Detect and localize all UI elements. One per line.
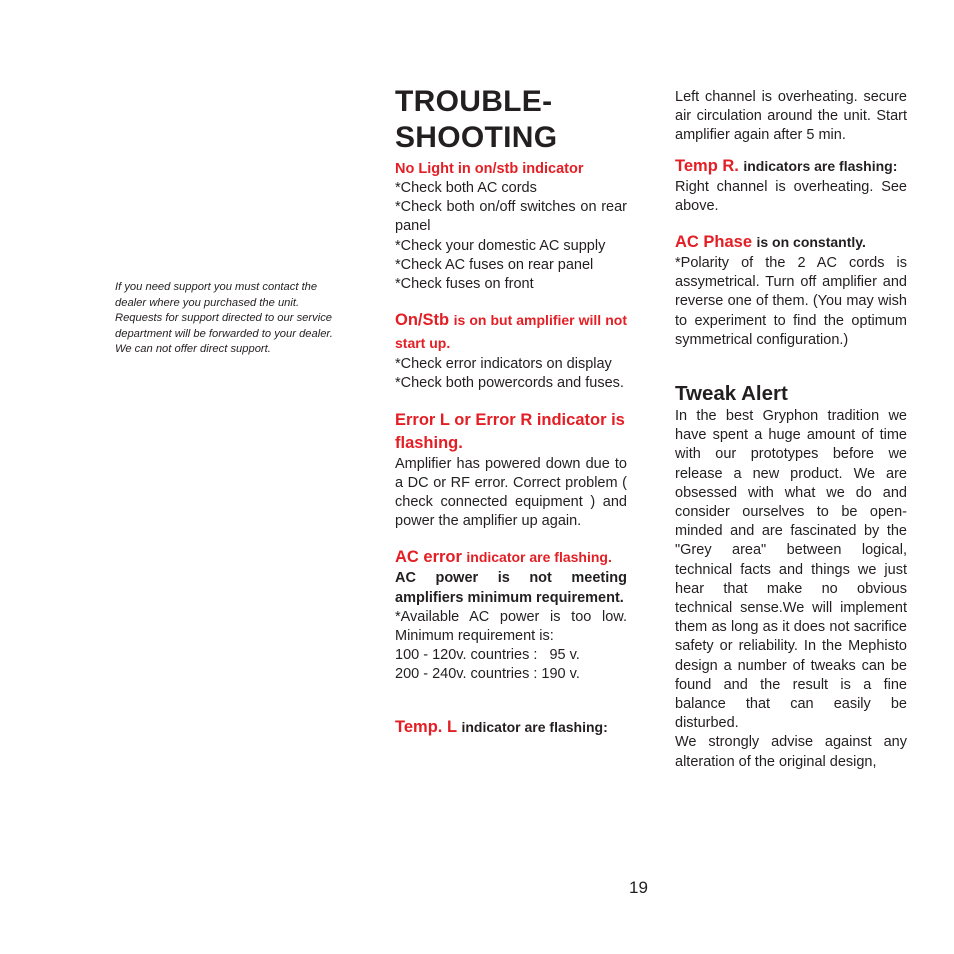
ac-error-heading-rest: indicator are flashing. bbox=[466, 549, 612, 566]
no-light-heading: No Light in on/stb indicator bbox=[395, 161, 584, 177]
temp-l-text: Left channel is overheating. secure air circulation around the unit. Start amplifier again after 5 min. bbox=[675, 89, 907, 144]
on-stb-heading bbox=[395, 309, 627, 355]
requirement-line: 200 - 240v. countries : 190 v. bbox=[395, 666, 580, 683]
temp-l-heading bbox=[395, 716, 627, 739]
temp-l-heading-main: Temp. L bbox=[395, 717, 458, 736]
support-note bbox=[115, 280, 345, 358]
support-note-line: If you need support you must contact the dealer where you purchased the unit. bbox=[115, 281, 318, 309]
ac-phase-heading-main: AC Phase bbox=[675, 233, 753, 252]
ac-error-heading-main: AC error bbox=[395, 548, 462, 567]
temp-r-heading-rest: indicators are flashing: bbox=[743, 157, 898, 174]
ac-error-heading bbox=[395, 546, 627, 569]
temp-r-heading bbox=[675, 155, 907, 178]
error-lr-heading: Error L or Error R indicator is flashing. bbox=[395, 410, 625, 452]
error-lr-text: Amplifier has powered down due to a DC or RF error. Correct problem ( check connected equipment ) and power the amplifier up again. bbox=[395, 455, 627, 530]
temp-r-text: Right channel is overheating. See above. bbox=[675, 178, 907, 214]
temp-r-heading-main: Temp R. bbox=[675, 156, 739, 175]
temp-l-heading-rest: indicator are flashing: bbox=[461, 718, 608, 735]
title-line-2: SHOOTING bbox=[395, 121, 558, 154]
ac-phase-heading-rest: is on constantly. bbox=[756, 234, 866, 251]
page-title bbox=[395, 84, 627, 156]
column-right bbox=[675, 88, 907, 772]
support-note-line: We can not offer direct support. bbox=[115, 343, 271, 355]
check-item: *Check fuses on front bbox=[395, 276, 534, 293]
check-item: *Check your domestic AC supply bbox=[395, 237, 606, 254]
column-left bbox=[395, 84, 627, 739]
on-stb-heading-main: On/Stb bbox=[395, 311, 450, 330]
tweak-alert-text: We strongly advise against any alteration of the original design, bbox=[675, 734, 907, 770]
ac-error-bold-text: AC power is not meeting amplifiers minimum requirement. bbox=[395, 570, 627, 606]
tweak-alert-text: In the best Gryphon tradition we have spent a huge amount of time with our prototypes before we release a new product. We are obsessed with what we do and consider ourselves to be open-minded and are fascinated by the "Grey area" between logical, technical facts and things we just hear that make no obvious technical sense.We will implement them as long as it does not sacrifice safety or reliability. In the Mephisto design a number of tweaks can be found and the result is a fine balance that can easily be disturbed. bbox=[675, 408, 907, 732]
tweak-alert-heading: Tweak Alert bbox=[675, 382, 788, 406]
check-item: *Check error indicators on display bbox=[395, 356, 612, 373]
page-number: 19 bbox=[629, 878, 648, 897]
check-item: *Check both AC cords bbox=[395, 180, 537, 196]
ac-phase-text: *Polarity of the 2 AC cords is assymetrical. Turn off amplifier and reverse one of them. (You may wish to experiment to find the optimum symmetrical configuration.) bbox=[675, 255, 907, 348]
requirement-line: 100 - 120v. countries : 95 v. bbox=[395, 647, 580, 664]
support-note-line: Requests for support directed to our service department will be forwarded to your dealer. bbox=[115, 312, 333, 340]
ac-phase-heading bbox=[675, 231, 907, 254]
title-line-1: TROUBLE- bbox=[395, 85, 553, 118]
check-item: *Check both powercords and fuses. bbox=[395, 375, 624, 392]
on-stb-heading-rest: is on but amplifier will not start up. bbox=[395, 312, 627, 352]
ac-error-text: *Available AC power is too low. Minimum requirement is: bbox=[395, 608, 627, 645]
check-item: *Check both on/off switches on rear panel bbox=[395, 199, 627, 235]
check-item: *Check AC fuses on rear panel bbox=[395, 256, 594, 273]
